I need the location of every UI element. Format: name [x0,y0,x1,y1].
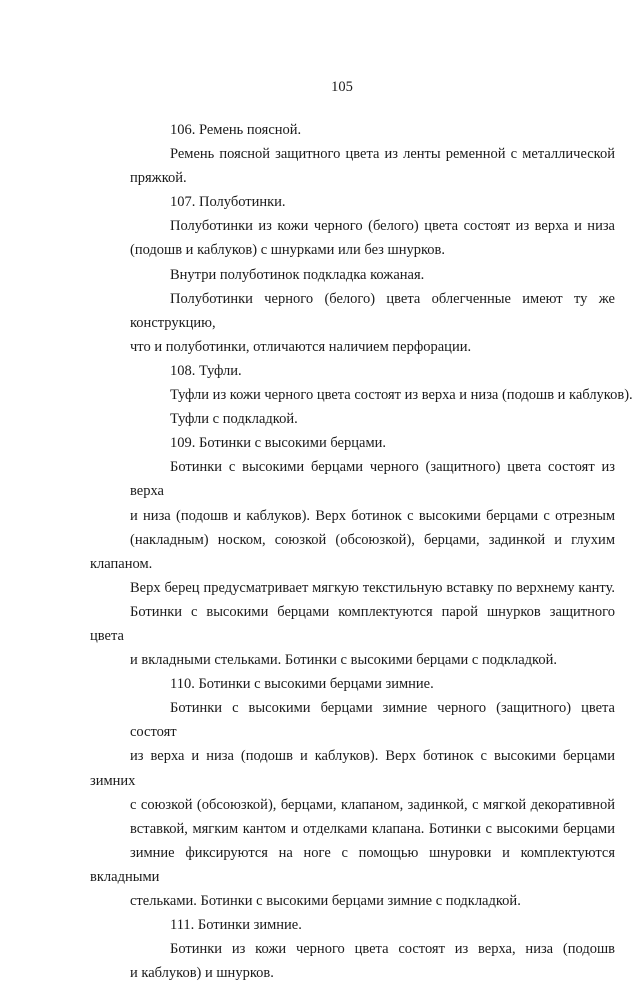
paragraph [90,407,615,431]
paragraph-line: Туфли с подкладкой. [170,411,298,428]
paragraph-line: Ботинки с высокими берцами комплектуются парой шнурков защитного цвета [90,603,615,644]
heading-text: 111. Ботинки зимние. [170,917,302,934]
heading-text: 109. Ботинки с высокими берцами. [170,435,386,452]
paragraph-line: стельками. Ботинки с высокими берцами зимние с подкладкой. [130,893,521,909]
paragraph-line: и низа (подошв и каблуков). Верх ботинок с высокими берцами с отрезным [130,507,615,524]
heading-text: 110. Ботинки с высокими берцами зимние. [170,676,434,693]
paragraph-line: Ботинки с высокими берцами зимние черного (защитного) цвета состоят [130,700,615,741]
document-body [90,118,633,985]
paragraph-line: что и полуботинки, отличаются наличием перфорации. [130,338,472,355]
paragraph-line: и вкладными стельками. Ботинки с высокими берцами с подкладкой. [130,652,557,669]
paragraph [90,142,615,190]
section-heading [90,431,615,455]
paragraph-line: с союзкой (обсоюзкой), берцами, клапаном, задинкой, с мягкой декоративной [130,796,615,813]
heading-text: 107. Полуботинки. [170,194,286,211]
paragraph-line: вставкой, мягким кантом и отделками клапана. Ботинки с высокими берцами [130,820,615,837]
paragraph [90,937,615,985]
paragraph-line: Верх берец предусматривает мягкую текстильную вставку по верхнему канту. [130,579,615,596]
paragraph-line: и каблуков) и шнурков. [130,965,274,982]
paragraph-line: Ремень поясной защитного цвета из ленты ременной с металлической [170,146,615,163]
paragraph-line: (накладным) носком, союзкой (обсоюзкой), берцами, задинкой и глухим клапаном. [90,531,615,572]
paragraph-line: зимние фиксируются на ноге с помощью шнуровки и комплектуются вкладными [90,844,615,885]
paragraph-line: (подошв и каблуков) с шнурками или без шнурков. [130,242,445,259]
paragraph [90,455,615,672]
section-heading [90,672,615,696]
section-heading [90,913,615,937]
paragraph-line: Полуботинки черного (белого) цвета облегченные имеют ту же конструкцию, [130,290,615,331]
page-number: 105 [331,79,353,95]
paragraph-line: Полуботинки из кожи черного (белого) цвета состоят из верха и низа [170,218,615,235]
paragraph [90,263,615,287]
paragraph-line: Туфли из кожи черного цвета состоят из верха и низа (подошв и каблуков). [170,387,633,404]
paragraph [90,383,633,407]
paragraph-line: Ботинки из кожи черного цвета состоят из верха, низа (подошв [170,941,615,958]
section-heading [90,190,615,214]
paragraph [90,287,615,359]
paragraph-line: Внутри полуботинок подкладка кожаная. [170,266,425,283]
heading-text: 106. Ремень поясной. [170,122,302,138]
heading-text: 108. Туфли. [170,362,242,379]
paragraph [90,214,615,262]
section-heading [90,118,615,142]
paragraph [90,696,615,913]
paragraph-line: Ботинки с высокими берцами черного (защитного) цвета состоят из верха [130,459,615,500]
section-heading [90,359,615,383]
paragraph-line: из верха и низа (подошв и каблуков). Верх ботинок с высокими берцами зимних [90,748,615,789]
paragraph-line: пряжкой. [130,170,187,187]
